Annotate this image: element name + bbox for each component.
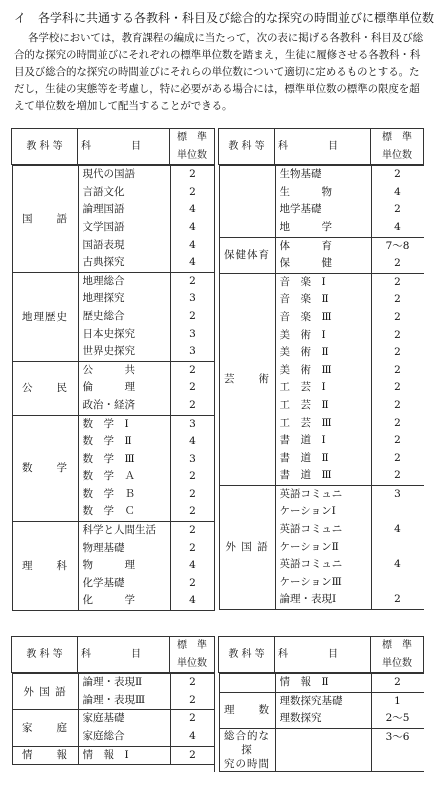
unit-value: 2 [189, 185, 196, 198]
bottom-left-table [12, 673, 215, 765]
unit-value: 4 [189, 594, 196, 607]
subject-name: 書 道 Ⅰ [279, 434, 326, 447]
subject-name: 音 楽 Ⅰ [279, 275, 326, 288]
header-category: 教 科 等 [12, 637, 78, 673]
subject-group [12, 415, 215, 522]
unit-value: 2 [189, 363, 196, 376]
subjects-cell [275, 237, 371, 273]
unit-value: 2 [394, 275, 401, 288]
header-units: 標 準 単位数 [371, 129, 424, 165]
subjects-cell [78, 674, 170, 710]
category-cell: 外 国 語 [219, 485, 275, 609]
subjects-cell [78, 272, 170, 361]
subject-name: 地理総合 [82, 274, 125, 287]
category-cell: 公 民 [12, 361, 78, 415]
units-cell [371, 692, 424, 728]
subject-name: 科学と人間生活 [82, 524, 156, 537]
subject-name: 論理・表現Ⅰ [279, 593, 337, 606]
subject-name: 文学国語 [82, 220, 125, 233]
subject-name: 数 学 Ａ [82, 470, 135, 483]
intro-paragraph: 各学校においては，教育課程の編成に当たって，次の表に掲げる各教科・科目及び総合的な探究の時間並びにそれぞれの標準単位数を踏まえ，生徒に履修させる各教科・科目及び総合的な探究の時間並びにそれらの単位数について適切に定めるものとする。ただし，生徒の実態等を考慮し，特に必要がある場合には，標準単位数の標準の限度を超えて単位数を増加して配当することができる。 [14, 32, 423, 112]
unit-value: 2 [189, 274, 196, 287]
category-cell: 芸 術 [219, 273, 275, 485]
header-category: 教 科 等 [12, 129, 78, 165]
subject-name: 化学基礎 [82, 576, 125, 589]
unit-value: 4 [394, 523, 401, 536]
subject-name: 生 物 [279, 185, 332, 198]
subjects-cell [275, 674, 371, 693]
subject-name: 美 術 Ⅰ [279, 328, 326, 341]
unit-value: 4 [189, 220, 196, 233]
unit-value: 3 [189, 345, 196, 358]
right-subject-table [219, 165, 424, 610]
subject-name: 数 学 Ｃ [82, 505, 135, 518]
category-cell: 理 科 [12, 522, 78, 611]
unit-value: 4 [189, 729, 196, 742]
subject-group [219, 237, 424, 273]
units-cell [170, 674, 215, 710]
subject-name: 政治・経済 [82, 398, 135, 411]
header-subject: 科 目 [78, 129, 170, 165]
subject-group [12, 361, 215, 415]
subject-name: 論理国語 [82, 203, 125, 216]
subject-name: 美 術 Ⅱ [279, 346, 329, 359]
left-subject-table [12, 165, 215, 611]
unit-value: 3～6 [385, 730, 410, 743]
subject-name: 日本史探究 [82, 327, 135, 340]
subjects-cell [275, 485, 371, 609]
units-cell [170, 746, 215, 765]
subject-name: 歴史総合 [82, 309, 125, 322]
units-cell [170, 415, 215, 522]
subject-name: 書 道 Ⅱ [279, 451, 329, 464]
subject-group [12, 710, 215, 746]
unit-value: 2 [394, 469, 401, 482]
unit-value: 7～8 [385, 239, 410, 252]
unit-value: 3 [394, 487, 401, 500]
subject-name: 倫 理 [82, 381, 135, 394]
category-cell: 理 数 [219, 692, 275, 728]
subject-group [12, 746, 215, 765]
subject-group [12, 522, 215, 611]
category-cell [219, 166, 275, 237]
unit-value [372, 574, 424, 592]
subject-name: 理数探究 [279, 712, 322, 725]
subject-name: 生物基礎 [279, 168, 322, 181]
subject-name: 理数探究基礎 [279, 694, 343, 707]
unit-value: 2 [189, 712, 196, 725]
subject-name: 現代の国語 [82, 168, 135, 181]
subject-group [12, 272, 215, 361]
subject-name: 美 術 Ⅲ [279, 363, 332, 376]
unit-value: 2 [189, 381, 196, 394]
header-subject: 科 目 [78, 637, 170, 673]
subject-name: 地 学 [279, 220, 332, 233]
units-cell [371, 273, 424, 485]
subjects-cell [275, 692, 371, 728]
unit-value: 4 [394, 220, 401, 233]
category-cell: 総合的な探 究の時間 [219, 728, 275, 771]
unit-value: 4 [189, 203, 196, 216]
subject-name: 体 育 [279, 239, 332, 252]
category-cell: 家 庭 [12, 710, 78, 746]
right-groups [219, 165, 424, 611]
unit-value: 4 [189, 256, 196, 269]
unit-value: 2 [394, 293, 401, 306]
category-cell [219, 674, 275, 693]
subject-name: 家庭総合 [82, 729, 125, 742]
category-cell: 保健体育 [219, 237, 275, 273]
subject-name: ケーションⅡ [279, 540, 339, 553]
unit-value [372, 503, 424, 521]
subject-name: ケーションⅢ [279, 575, 342, 588]
section-heading: イ 各学科に共通する各教科・科目及び総合的な探究の時間並びに標準単位数 [14, 11, 435, 25]
unit-value: 4 [189, 559, 196, 572]
unit-value: 2 [189, 487, 196, 500]
subject-group [12, 674, 215, 710]
unit-value: 4 [394, 558, 401, 571]
subject-name: 工 芸 Ⅱ [279, 398, 329, 411]
unit-value: 3 [189, 327, 196, 340]
unit-value: 2 [189, 693, 196, 706]
subject-name: 国語表現 [82, 238, 125, 251]
header-category: 教 科 等 [219, 129, 275, 165]
unit-value: 2 [394, 381, 401, 394]
unit-value: 3 [189, 292, 196, 305]
credits-table [11, 128, 424, 611]
unit-value: 2 [189, 576, 196, 589]
header-category: 教 科 等 [219, 637, 275, 673]
subject-name: 地学基礎 [279, 203, 322, 216]
unit-value: 2 [189, 168, 196, 181]
unit-value: 2 [394, 363, 401, 376]
units-cell [170, 361, 215, 415]
unit-value: 4 [189, 238, 196, 251]
subject-group [219, 674, 424, 693]
unit-value [372, 539, 424, 557]
subject-name: 数 学 Ｂ [82, 487, 135, 500]
subject-name: 工 芸 Ⅲ [279, 416, 332, 429]
bottom-right-table [219, 673, 424, 772]
subject-name: 情 報 Ⅱ [279, 676, 329, 689]
subject-name: 世界史探究 [82, 345, 135, 358]
units-cell [170, 522, 215, 611]
subject-name: 音 楽 Ⅱ [279, 293, 329, 306]
unit-value: 2 [189, 398, 196, 411]
subject-name: 家庭基礎 [82, 712, 125, 725]
subject-name: 英語コミュニ [279, 487, 343, 500]
header-units: 標 準 単位数 [371, 637, 424, 673]
subject-name [280, 729, 371, 747]
subject-name: ケーションⅠ [279, 505, 336, 518]
header-units: 標 準 単位数 [170, 129, 215, 165]
units-cell [170, 272, 215, 361]
unit-value: 2 [394, 310, 401, 323]
subject-name: 英語コミュニ [279, 558, 343, 571]
unit-value: 1 [394, 694, 401, 707]
units-cell [371, 728, 424, 771]
units-cell [371, 674, 424, 693]
unit-value: 2 [394, 434, 401, 447]
subject-group [219, 166, 424, 237]
header-subject: 科 目 [275, 637, 371, 673]
subject-name: 論理・表現Ⅲ [82, 693, 146, 706]
subject-name: 情 報 Ⅰ [82, 748, 129, 761]
unit-value: 2 [189, 541, 196, 554]
subjects-cell [78, 166, 170, 273]
unit-value: 2 [189, 524, 196, 537]
subject-group [219, 273, 424, 485]
subject-name: 古典探究 [82, 256, 125, 269]
subject-name: 英語コミュニ [279, 523, 343, 536]
subject-name: 物理基礎 [82, 541, 125, 554]
unit-value: 2 [394, 346, 401, 359]
unit-value: 4 [394, 185, 401, 198]
unit-value: 2 [394, 398, 401, 411]
unit-value: 2 [394, 257, 401, 270]
subject-name: 工 芸 Ⅰ [279, 381, 326, 394]
subject-group [219, 728, 424, 771]
category-cell: 地理歴史 [12, 272, 78, 361]
unit-value: 2～5 [385, 712, 410, 725]
subject-name: 化 学 [82, 594, 135, 607]
unit-value: 2 [189, 470, 196, 483]
subject-name: 地理探究 [82, 292, 125, 305]
subjects-cell [78, 415, 170, 522]
category-cell: 数 学 [12, 415, 78, 522]
unit-value: 2 [394, 328, 401, 341]
unit-value: 2 [394, 451, 401, 464]
unit-value: 2 [189, 676, 196, 689]
subject-name: 論理・表現Ⅱ [82, 676, 143, 689]
subject-name: 数 学 Ⅰ [82, 417, 129, 430]
category-cell: 情 報 [12, 746, 78, 765]
category-cell: 国 語 [12, 166, 78, 273]
subject-name: 公 共 [82, 363, 135, 376]
units-cell [371, 166, 424, 237]
unit-value: 2 [189, 748, 196, 761]
unit-value: 2 [189, 309, 196, 322]
subject-name: 数 学 Ⅱ [82, 435, 132, 448]
unit-value: 2 [394, 168, 401, 181]
unit-value: 3 [189, 452, 196, 465]
header-subject: 科 目 [275, 129, 371, 165]
unit-value: 2 [394, 203, 401, 216]
subjects-cell [275, 166, 371, 237]
subjects-cell [275, 728, 371, 771]
units-cell [371, 485, 424, 609]
unit-value: 3 [189, 417, 196, 430]
credits-table-continued [11, 636, 424, 772]
unit-value: 2 [394, 593, 401, 606]
subject-name: 保 健 [279, 257, 332, 270]
subject-name: 言語文化 [82, 185, 125, 198]
left-groups [12, 165, 215, 611]
header-units: 標 準 単位数 [170, 637, 215, 673]
subject-name: 物 理 [82, 559, 135, 572]
subject-group [219, 485, 424, 609]
subjects-cell [275, 273, 371, 485]
subject-group [12, 166, 215, 273]
subjects-cell [78, 361, 170, 415]
bottom-left-groups [12, 673, 215, 772]
subject-name: 書 道 Ⅲ [279, 469, 332, 482]
units-cell [170, 166, 215, 273]
subject-name: 数 学 Ⅲ [82, 452, 135, 465]
unit-value: 2 [189, 505, 196, 518]
bottom-right-groups [219, 673, 424, 772]
subject-group [219, 692, 424, 728]
category-cell: 外 国 語 [12, 674, 78, 710]
subjects-cell [78, 746, 170, 765]
unit-value: 4 [189, 435, 196, 448]
units-cell [170, 710, 215, 746]
units-cell [371, 237, 424, 273]
subject-name: 音 楽 Ⅲ [279, 310, 332, 323]
subjects-cell [78, 522, 170, 611]
unit-value: 2 [394, 676, 401, 689]
subjects-cell [78, 710, 170, 746]
unit-value: 2 [394, 416, 401, 429]
